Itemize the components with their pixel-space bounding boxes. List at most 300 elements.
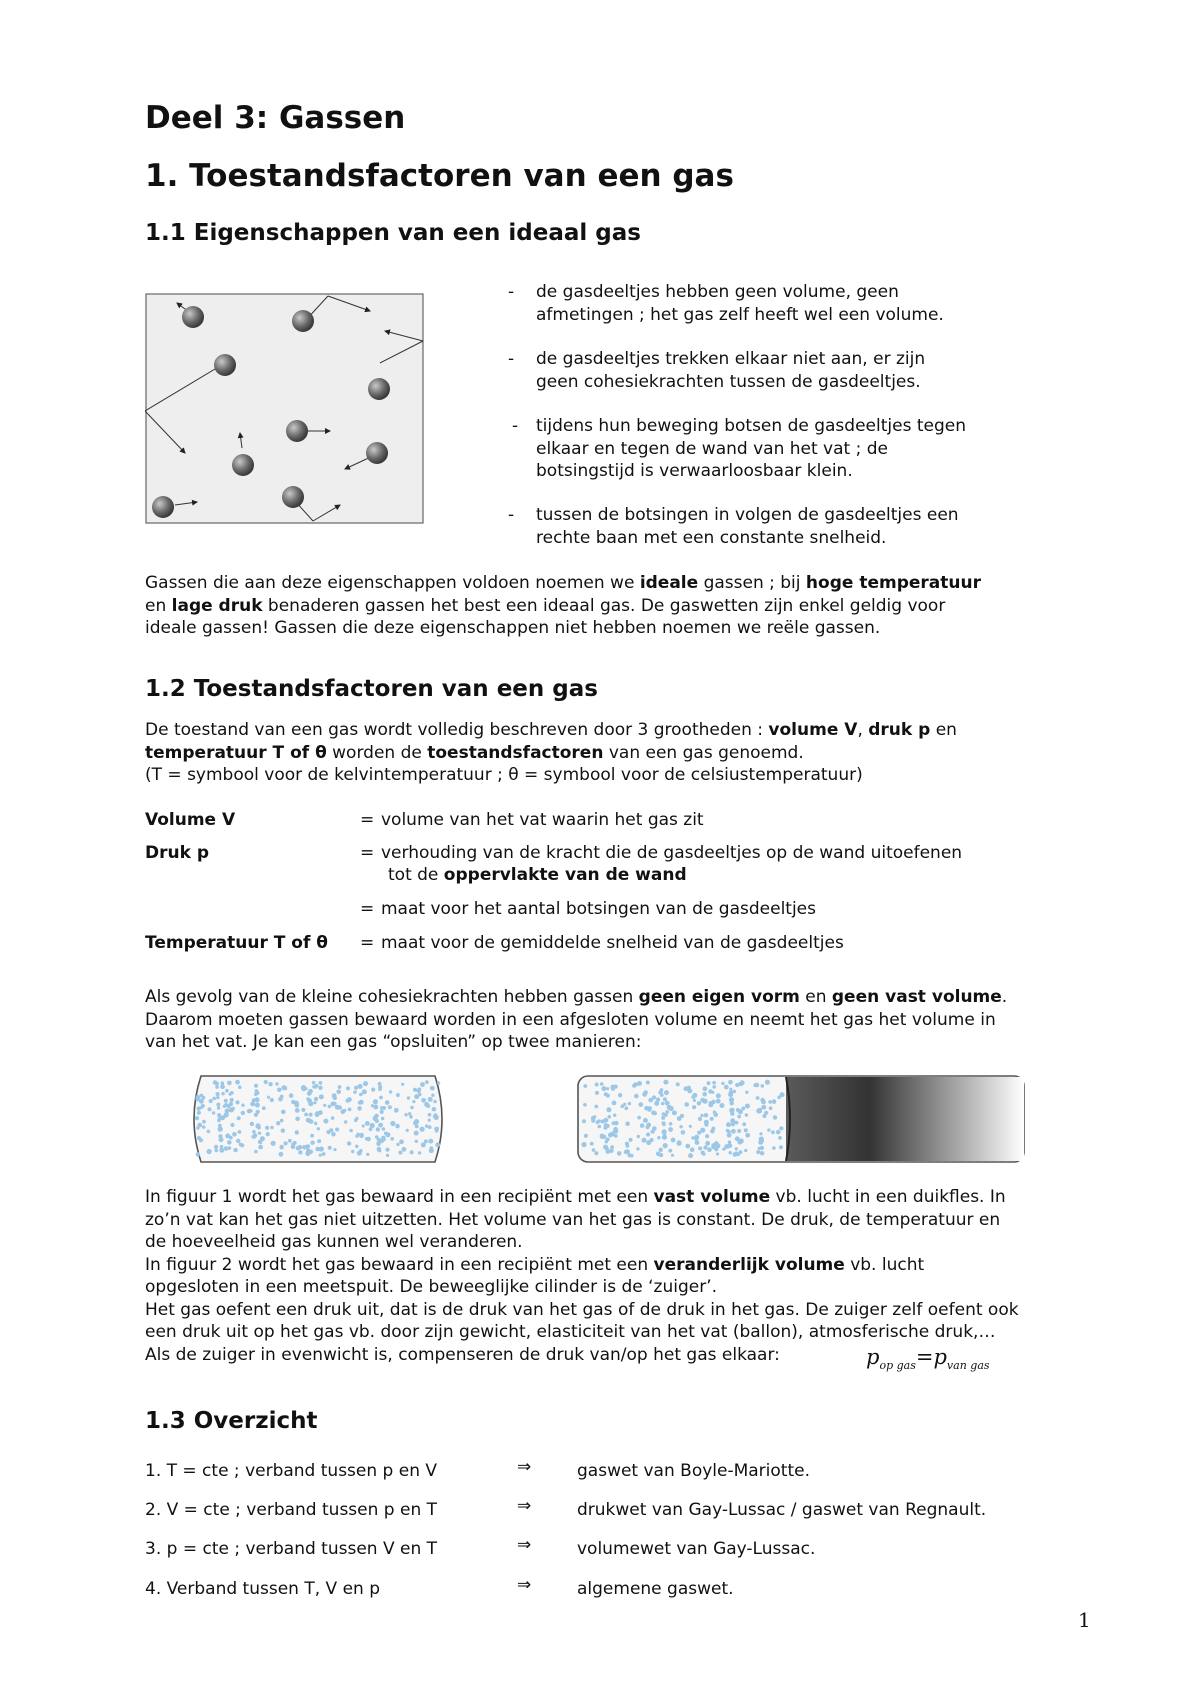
gas-particle-dot — [650, 1138, 654, 1142]
gas-particle-dot — [307, 1144, 310, 1147]
gas-particle-dot — [313, 1101, 316, 1104]
gas-particle-dot — [317, 1139, 321, 1143]
gas-particle-dot — [591, 1119, 595, 1123]
gas-particle-dot — [264, 1080, 268, 1084]
gas-particle-dot — [304, 1113, 308, 1117]
gas-particle-dot — [638, 1102, 643, 1107]
gas-particle-dot — [281, 1110, 286, 1115]
gas-particle-dot — [319, 1154, 322, 1157]
gas-particle-dot — [258, 1131, 261, 1134]
gas-particle-dot — [258, 1140, 263, 1145]
gas-particle-dot — [646, 1123, 651, 1128]
gas-particle-dot — [595, 1091, 599, 1095]
gas-particle-dot — [690, 1147, 695, 1152]
gas-particle-dot — [335, 1105, 340, 1110]
gas-particle-dot — [739, 1150, 743, 1154]
gas-particle-dot — [703, 1086, 708, 1091]
gas-particle-dot — [250, 1102, 254, 1106]
gas-particle-dot — [202, 1125, 205, 1128]
gas-particle-dot — [212, 1111, 215, 1114]
gas-particle-dot — [347, 1097, 352, 1102]
gas-particle-dot — [584, 1134, 588, 1138]
gas-particle-dot — [421, 1142, 426, 1147]
gas-particle-dot — [656, 1097, 660, 1101]
gas-particle-dot — [765, 1080, 770, 1085]
gas-particle-dot — [238, 1130, 242, 1134]
gas-particle-dot — [254, 1084, 258, 1088]
ideal-gas-particles-figure — [145, 293, 425, 525]
gas-particle-dot — [756, 1096, 760, 1100]
gas-particle-dot — [219, 1137, 224, 1142]
gas-particle-dot — [760, 1151, 764, 1155]
gas-particle-dot — [613, 1128, 618, 1133]
gas-particle-dot — [729, 1151, 732, 1154]
gas-particle-dot — [755, 1083, 760, 1088]
gas-particle-dot — [357, 1106, 362, 1111]
gas-particle-dot — [295, 1117, 300, 1122]
gas-particle-dot — [669, 1122, 673, 1126]
gas-particle-dot — [207, 1130, 211, 1134]
gas-particle-dot — [428, 1113, 432, 1117]
gas-particle-dot — [761, 1084, 765, 1088]
gas-particle-dot — [401, 1083, 404, 1086]
gas-particle-dot — [289, 1093, 294, 1098]
gas-particle-dot — [291, 1100, 295, 1104]
gas-particle-dot — [312, 1085, 315, 1088]
gas-particle-dot — [702, 1092, 707, 1097]
gas-particle-dot — [275, 1082, 278, 1085]
gas-particle-dot — [698, 1146, 702, 1150]
gas-particle-dot — [219, 1148, 224, 1153]
gas-particle-dot — [378, 1123, 383, 1128]
implies-arrow-icon: ⇒ — [517, 1457, 532, 1477]
gas-particle-dot — [663, 1097, 667, 1101]
gas-particle-dot — [332, 1093, 337, 1098]
gas-particle-dot — [252, 1098, 256, 1102]
gas-particle-dot — [252, 1130, 256, 1134]
gas-particle-dot — [318, 1110, 323, 1115]
gas-particle-dot — [720, 1103, 725, 1108]
gas-particle-dot — [721, 1082, 724, 1085]
gas-particle-dot — [351, 1150, 354, 1153]
gas-particle-dot — [671, 1138, 676, 1143]
gas-particle-dot — [661, 1102, 665, 1106]
gas-particle-dot — [728, 1080, 733, 1085]
gas-particle-dot — [708, 1089, 712, 1093]
gas-particle-dot — [195, 1116, 199, 1120]
gas-particle-dot — [681, 1130, 686, 1135]
gas-particle-dot — [237, 1116, 241, 1120]
implies-arrow-icon: ⇒ — [517, 1575, 532, 1595]
gas-particle-dot — [676, 1082, 680, 1086]
gas-particle-dot — [366, 1137, 371, 1142]
gas-particle-dot — [730, 1112, 734, 1116]
gas-particle-dot — [240, 1143, 244, 1147]
gas-particle-dot — [773, 1115, 777, 1119]
gas-particle-dot — [640, 1123, 645, 1128]
gas-particle-dot — [745, 1091, 748, 1094]
gas-particle-dot — [200, 1106, 203, 1109]
gas-particle-dot — [414, 1131, 419, 1136]
gas-particle-dot — [281, 1129, 285, 1133]
gas-particle-dot — [404, 1113, 407, 1116]
gas-particle-dot — [227, 1081, 232, 1086]
gas-particle-dot — [413, 1088, 417, 1092]
gas-particle-dot — [664, 1090, 669, 1095]
gas-particle-dot — [306, 1148, 311, 1153]
gas-particle-dot — [705, 1134, 709, 1138]
gas-particle-dot — [662, 1121, 666, 1125]
gas-particle-dot — [215, 1085, 219, 1089]
gas-particle-dot — [707, 1147, 712, 1152]
gas-particle-dot — [604, 1118, 609, 1123]
gas-particle-dot — [421, 1098, 426, 1103]
gas-particle-dot — [319, 1094, 324, 1099]
gas-particle-dot — [603, 1145, 608, 1150]
gas-particle-dot — [761, 1105, 766, 1110]
gas-particle-dot — [598, 1125, 602, 1129]
paragraph-ideal-gases: Gassen die aan deze eigenschappen voldoen noemen we ideale gassen ; bij hoge temperatuur en lage druk benaderen gassen het best een ideaal gas. De gaswetten zijn enkel geldig voor ideale gassen! Gassen die deze eigenschappen niet hebben noemen we reële gassen. — [145, 573, 981, 638]
gas-particle-dot — [318, 1086, 322, 1090]
gas-particle-dot — [713, 1112, 718, 1117]
gas-particle-dot — [262, 1106, 266, 1110]
gas-particle-dot — [662, 1135, 667, 1140]
gas-particle-dot — [396, 1093, 400, 1097]
gas-particle-dot — [291, 1144, 296, 1149]
gas-particle-dot — [428, 1139, 433, 1144]
gas-particle-dot — [253, 1133, 257, 1137]
gas-particle-dot — [241, 1104, 244, 1107]
gas-particle-dot — [373, 1099, 378, 1104]
document-title: Deel 3: Gassen — [145, 100, 406, 136]
gas-particle-dot — [604, 1123, 608, 1127]
gas-particle-dot — [279, 1145, 284, 1150]
gas-particle-dot — [695, 1140, 700, 1145]
gas-particle-dot — [716, 1093, 721, 1098]
gas-particle-dot — [386, 1154, 389, 1157]
gas-particle-dot — [665, 1110, 669, 1114]
gas-particle-dot — [428, 1119, 431, 1122]
gas-particle-dot — [382, 1127, 386, 1131]
gas-particle-dot — [617, 1151, 622, 1156]
gas-particle-dot — [737, 1129, 741, 1133]
gas-particle-dot — [637, 1135, 640, 1138]
gas-particle-dot — [768, 1100, 772, 1104]
gas-particle-dot — [224, 1099, 228, 1103]
gas-particle-dot — [601, 1086, 606, 1091]
gas-particle-dot — [346, 1086, 350, 1090]
gas-particle-dot — [216, 1092, 220, 1096]
gas-particle-dot — [659, 1148, 663, 1152]
gas-particle-dot — [221, 1092, 224, 1095]
gas-particle-dot — [606, 1087, 609, 1090]
gas-particle-dot — [668, 1149, 672, 1153]
gas-particle-dot — [207, 1107, 211, 1111]
gas-particle-dot — [614, 1121, 618, 1125]
implies-arrow-icon: ⇒ — [517, 1535, 532, 1555]
section-heading-1-1: 1.1 Eigenschappen van een ideaal gas — [145, 220, 641, 246]
gas-particle-dot — [328, 1105, 332, 1109]
gas-particle-dot — [293, 1141, 297, 1145]
gas-particle-dot — [235, 1100, 239, 1104]
gas-particle-dot — [595, 1083, 599, 1087]
gas-particle-dot — [744, 1128, 748, 1132]
gas-particle-dot — [331, 1116, 335, 1120]
gas-particle-dot — [254, 1150, 258, 1154]
gas-particle-dot — [255, 1091, 259, 1095]
gas-particle-dot — [731, 1122, 735, 1126]
gas-particle-dot — [212, 1097, 216, 1101]
gas-particle-dot — [347, 1141, 351, 1145]
gas-particle-dot — [409, 1115, 413, 1119]
gas-particle-dot — [298, 1145, 302, 1149]
gas-particle-dot — [693, 1094, 697, 1098]
gas-particle-dot — [653, 1111, 657, 1115]
gas-particle-dot — [437, 1081, 440, 1084]
gas-particle-dot — [317, 1127, 320, 1130]
gas-particle-dot — [353, 1090, 357, 1094]
gas-particle-dot — [232, 1132, 237, 1137]
gas-particle-dot — [302, 1145, 307, 1150]
gas-particle-dot — [651, 1130, 655, 1134]
gas-particle-dot — [629, 1138, 633, 1142]
gas-particle-dot — [685, 1144, 690, 1149]
gas-particle-dot — [663, 1080, 668, 1085]
gas-particle-dot — [618, 1093, 622, 1097]
gas-particle-dot — [279, 1152, 284, 1157]
gas-particle-dot — [772, 1146, 776, 1150]
gas-particle-dot — [376, 1127, 380, 1131]
gas-particle-dot — [767, 1128, 770, 1131]
gas-particle-dot — [661, 1116, 665, 1120]
gas-particle-dot — [199, 1139, 202, 1142]
gas-particle-dot — [608, 1133, 613, 1138]
gas-particle-dot — [646, 1081, 650, 1085]
gas-particle-dot — [338, 1085, 342, 1089]
gas-particle-dot — [614, 1085, 618, 1089]
gas-particle-dot — [418, 1151, 421, 1154]
gas-particle-dot — [213, 1080, 217, 1084]
gas-particle-dot — [735, 1151, 738, 1154]
gas-particle-dot — [662, 1129, 667, 1134]
gas-particle-dot — [637, 1081, 642, 1086]
gas-particle-dot — [744, 1149, 747, 1152]
gas-particle-dot — [209, 1099, 213, 1103]
gas-particle-dot — [389, 1090, 392, 1093]
gas-particle-dot — [642, 1138, 647, 1143]
gas-particle-dot — [284, 1141, 288, 1145]
gas-particle-dot — [677, 1141, 682, 1146]
gas-particle-dot — [684, 1102, 689, 1107]
gas-particle-dot — [349, 1129, 353, 1133]
gas-particle-dot — [319, 1081, 323, 1085]
gas-particle-dot — [220, 1084, 225, 1089]
gas-particle-dot — [326, 1130, 330, 1134]
gas-particle-dot — [701, 1151, 705, 1155]
gas-particle-dot — [225, 1109, 230, 1114]
gas-particle-dot — [430, 1146, 434, 1150]
gas-particle-dot — [249, 1109, 252, 1112]
gas-particle-dot — [762, 1114, 766, 1118]
gas-particle-dot — [636, 1147, 639, 1150]
gas-particle-dot — [707, 1081, 711, 1085]
gas-particle-dot — [265, 1126, 269, 1130]
gas-particle-dot — [202, 1120, 206, 1124]
gas-particle-dot — [241, 1111, 245, 1115]
gas-particle-dot — [729, 1090, 734, 1095]
gas-particle-dot — [250, 1122, 254, 1126]
gas-particle-dot — [425, 1124, 428, 1127]
gas-particle-dot — [414, 1094, 419, 1099]
gas-particle-dot — [294, 1103, 299, 1108]
gas-particle-dot — [679, 1125, 682, 1128]
gas-particle-dot — [388, 1105, 392, 1109]
gas-particle-dot — [428, 1125, 432, 1129]
gas-particle-dot — [779, 1145, 783, 1149]
bullet-item: - de gasdeeltjes trekken elkaar niet aan, er zijn geen cohesiekrachten tussen de gasdeeltjes. — [508, 349, 926, 392]
gas-particle-dot — [377, 1147, 382, 1152]
gas-particle-dot — [390, 1121, 395, 1126]
gas-particle-dot — [779, 1126, 783, 1130]
gas-particle-dot — [227, 1140, 232, 1145]
gas-particle-dot — [657, 1136, 660, 1139]
gas-particle-dot — [692, 1105, 696, 1109]
gas-particle-dot — [643, 1118, 648, 1123]
gas-particle-dot — [373, 1105, 378, 1110]
gas-particle-dot — [647, 1107, 651, 1111]
gas-particle-dot — [433, 1115, 436, 1118]
document-page: Deel 3: Gassen 1. Toestandsfactoren van een gas 1.1 Eigenschappen van een ideaal gas - de gasdeeltjes hebben geen volume, geen afmetingen ; het gas zelf heeft wel een volume. - de gasdeeltjes trekken elkaar niet aan, er zijn geen cohesiekrachten tussen de gasdeeltjes. - tijdens hun beweging botsen de gasdeeltjes tegen elkaar en tegen de wand van het vat ; de botsingstijd is verwaarloosbaar klein. - tussen de botsingen in volgen de gasdeeltjes een rechte baan met een constante snelheid. Gassen die aan deze eigenschappen voldoen noemen we ideale gassen ; bij hoge temperatuur en lage druk benaderen gassen het best een ideaal gas. De gaswetten zijn enkel geldig voor ideale gassen! Gassen die deze eigenschappen niet hebben noemen we reële gassen. 1.2 Toestandsfactoren van een gas De toestand van een gas wordt volledig beschreven door 3 grootheden : volume V, druk p en temperatuur T of θ worden de toestandsfactoren van een gas genoemd. (T = symbool voor de kelvintemperatuur ; θ = symbool voor de celsiustemperatuur) Volume V = volume van het vat waarin het gas zit Druk p = verhouding van de kracht die de gasdeeltjes op de wand uitoefenen tot de oppervlakte van de wand = maat voor het aantal botsingen van de gasdeeltjes Temperatuur T of θ = maat voor de gemiddelde snelheid van de gasdeeltjes Als gevolg van de kleine cohesiekrachten hebben gassen geen eigen vorm en geen vast volume. Daarom moeten gassen bewaard worden in een afgesloten volume en neemt het gas het volume in van het vat. Je kan een gas “opsluiten” op twee manieren: In figuur 1 wordt het gas bewaard in een recipiënt met een vast volume vb. lucht in een duikfles. In zo’n vat kan het gas niet uitzetten. Het volume van het gas is constant. De druk, de temperatuur en de hoeveelheid gas kunnen wel veranderen. In figuur 2 wordt het gas bewaard in een recipiënt met een veranderlijk volume vb. lucht opgesloten in een meetspuit. De beweeglijke cilinder is de ‘zuiger’. Het gas oefent een druk uit, dat is de druk van het gas of de druk in het gas. De zuiger zelf oefent ook een druk uit op het gas vb. door zijn gewicht, elasticiteit van het vat (ballon), atmosferische druk,… Als de zuiger in evenwicht is, compenseren de druk van/op het gas elkaar: $p_{op gas}=p_{van gas}$ 1.3 Overzicht 1. T = cte ; verband tussen p en V ⇒ gaswet van Boyle-Mariotte. 2. V = cte ; verband tussen p en T ⇒ drukwet van Gay-Lussac / gaswet van Regnault. 3. p = cte ; verband tussen V en T ⇒ volumewet van Gay-Lussac. 4. Verband tussen T, V en p ⇒ algemene gaswet. 1 — [0, 0, 1200, 1698]
gas-particle-dot — [231, 1107, 235, 1111]
gas-particle-dot — [359, 1093, 363, 1097]
gas-particle-dot — [270, 1126, 273, 1129]
gas-particle-dot — [658, 1090, 662, 1094]
gas-particle-dot — [333, 1102, 337, 1106]
gas-particle-dot — [710, 1129, 715, 1134]
gas-particle-dot — [363, 1081, 368, 1086]
gas-particle-dot — [230, 1123, 234, 1127]
gas-particle-dot — [406, 1129, 409, 1132]
section-heading-1-2: 1.2 Toestandsfactoren van een gas — [145, 676, 598, 702]
gas-particle-dot — [197, 1111, 201, 1115]
gas-particle-dot — [642, 1092, 647, 1097]
gas-particle-dot — [230, 1091, 234, 1095]
gas-particle-dot — [225, 1089, 229, 1093]
gas-particle-dot — [322, 1152, 326, 1156]
gas-particle-dot — [648, 1098, 653, 1103]
gas-particle-dot — [624, 1106, 628, 1110]
gas-particle-dot — [637, 1116, 641, 1120]
gas-particle-dot — [398, 1151, 402, 1155]
gas-particle-dot — [216, 1103, 220, 1107]
gas-particle-dot — [669, 1107, 673, 1111]
gas-particle-dot — [634, 1094, 639, 1099]
gas-particle-dot — [724, 1144, 729, 1149]
gas-particle-dot — [224, 1103, 228, 1107]
gas-particle-dot — [379, 1096, 383, 1100]
gas-particle-dot — [402, 1147, 407, 1152]
gas-particle-dot — [348, 1108, 352, 1112]
gas-particle-dot — [582, 1119, 586, 1123]
gas-particle-dot — [625, 1142, 629, 1146]
gas-particle-dot — [309, 1113, 313, 1117]
gas-particle-dot — [583, 1084, 587, 1088]
gas-particle-dot — [255, 1103, 260, 1108]
gas-particle-dot — [668, 1127, 673, 1132]
gas-particle-dot — [255, 1123, 260, 1128]
gas-particle-dot — [693, 1099, 696, 1102]
gas-particle-dot — [307, 1091, 311, 1095]
gas-particle-dot — [625, 1149, 630, 1154]
gas-particle-dot — [726, 1129, 730, 1133]
gas-particle-dot — [365, 1121, 370, 1126]
section-heading-1-3: 1.3 Overzicht — [145, 1408, 318, 1434]
gas-particle-dot — [614, 1134, 618, 1138]
variable-volume-syringe-figure — [576, 1074, 1026, 1164]
gas-particle-dot — [309, 1119, 314, 1124]
gas-particle-dot — [738, 1109, 743, 1114]
gas-particle-dot — [228, 1146, 232, 1150]
gas-particle-dot — [235, 1080, 240, 1085]
gas-particle-dot — [380, 1110, 384, 1114]
gas-particle-dot — [256, 1110, 260, 1114]
gas-particle-dot — [258, 1145, 263, 1150]
gas-particle-dot — [745, 1133, 750, 1138]
gas-particle-dot — [416, 1088, 421, 1093]
gas-particle-dot — [271, 1141, 276, 1146]
gas-particle-dot — [270, 1098, 274, 1102]
gas-particle-dot — [671, 1154, 674, 1157]
gas-particle-dot — [697, 1101, 701, 1105]
gas-particle-dot — [371, 1088, 375, 1092]
gas-particle-dot — [758, 1108, 762, 1112]
gas-particle-dot — [396, 1143, 399, 1146]
gas-particle-dot — [628, 1102, 631, 1105]
gas-particle-dot — [354, 1086, 358, 1090]
gas-particle-dot — [712, 1081, 716, 1085]
gas-particle-dot — [425, 1080, 429, 1084]
gas-particle-dot — [700, 1098, 705, 1103]
gas-particle-dot — [590, 1142, 594, 1146]
gas-particle-dot — [769, 1106, 773, 1110]
gas-particle-dot — [236, 1139, 240, 1143]
gas-particle-dot — [371, 1104, 374, 1107]
gas-particle-dot — [283, 1086, 287, 1090]
gas-particle-dot — [759, 1132, 762, 1135]
gas-particle-dot — [410, 1106, 414, 1110]
bullet-item: - tijdens hun beweging botsen de gasdeeltjes tegen elkaar en tegen de wand van het vat ; de botsingstijd is verwaarloosbaar klein. — [512, 416, 966, 481]
gas-particle-dot — [381, 1117, 385, 1121]
paragraph-state-factors: De toestand van een gas wordt volledig beschreven door 3 grootheden : volume V, druk p en temperatuur T of θ worden de toestandsfactoren van een gas genoemd. (T = symbool voor de kelvintemperatuur ; θ = symbool voor de celsiustemperatuur) — [145, 720, 957, 785]
paragraph-figures: In figuur 1 wordt het gas bewaard in een recipiënt met een vast volume vb. lucht in een duikfles. In zo’n vat kan het gas niet uitzetten. Het volume van het gas is constant. De druk, de temperatuur en de hoeveelheid gas kunnen wel veranderen. In figuur 2 wordt het gas bewaard in een recipiënt met een veranderlijk volume vb. lucht opgesloten in een meetspuit. De beweeglijke cilinder is de ‘zuiger’. Het gas oefent een druk uit, dat is de druk van het gas of de druk in het gas. De zuiger zelf oefent ook een druk uit op het gas vb. door zijn gewicht, elasticiteit van het vat (ballon), atmosferische druk,… Als de zuiger in evenwicht is, compenseren de druk van/op het gas elkaar: — [145, 1187, 1019, 1365]
gas-particle-dot — [197, 1123, 202, 1128]
gas-particle-dot — [625, 1121, 630, 1126]
gas-particle-dot — [233, 1148, 237, 1152]
gas-particle-dot — [199, 1099, 204, 1104]
gas-particle-dot — [608, 1115, 612, 1119]
gas-particle-dot — [621, 1104, 625, 1108]
gas-particle-dot — [415, 1140, 418, 1143]
gas-particle-dot — [716, 1099, 721, 1104]
gas-particle-dot — [328, 1146, 332, 1150]
gas-particle-dot — [310, 1141, 314, 1145]
gas-particle-dot — [697, 1131, 701, 1135]
implies-arrow-icon: ⇒ — [517, 1496, 532, 1516]
gas-particle-dot — [280, 1119, 284, 1123]
gas-particle-dot — [355, 1134, 358, 1137]
gas-particle-dot — [312, 1081, 316, 1085]
gas-particle-dot — [776, 1130, 781, 1135]
